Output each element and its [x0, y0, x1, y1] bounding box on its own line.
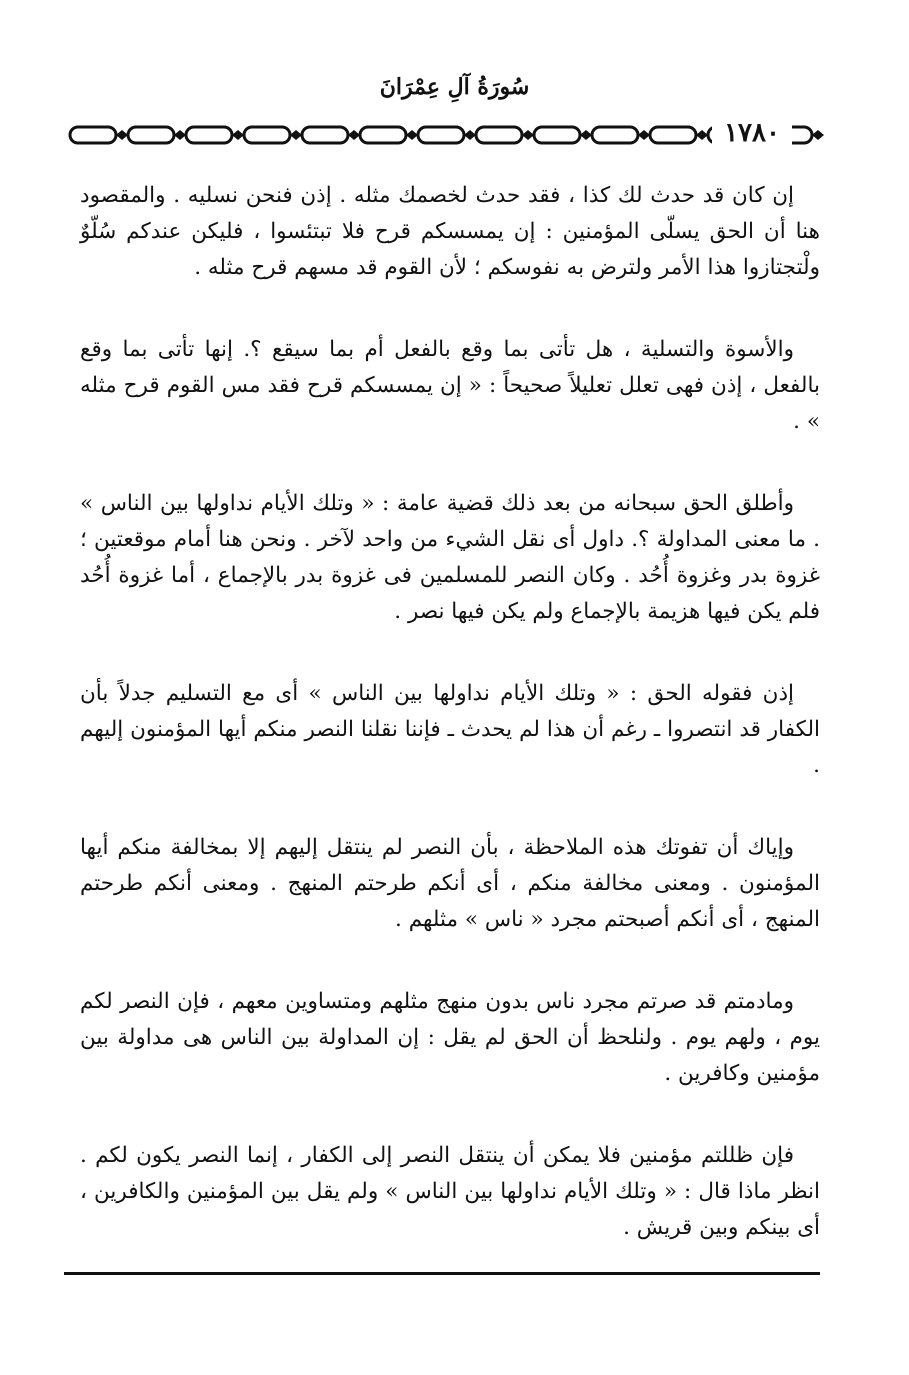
- chain-link: [302, 127, 348, 143]
- chain-diamond: [406, 130, 418, 140]
- chain-diamond: [464, 130, 476, 140]
- chain-link: [186, 127, 232, 143]
- surah-title: سُورَةُ آلِ عِمْرَانَ: [379, 74, 530, 100]
- chain-link: [534, 127, 580, 143]
- chain-diamond: [174, 130, 186, 140]
- chain-link: [650, 127, 696, 143]
- chain-diamond: [580, 130, 592, 140]
- paragraph: وإياك أن تفوتك هذه الملاحظة ، بأن النصر لم ينتقل إليهم إلا بمخالفة منكم أيها المؤمنون . ومعنى مخالفة منكم ، أى أنكم طرحتم المنهج . ومعنى أنكم طرحتم المنهج ، أى أنكم أصبحتم مجرد « ناس » مثلهم .: [80, 835, 820, 932]
- page-number: ١٧٨٠: [712, 118, 792, 148]
- chain-link: [244, 127, 290, 143]
- chain-diamond: [290, 130, 302, 140]
- chain-diamond: [348, 130, 360, 140]
- chain-link: [476, 127, 522, 143]
- chain-diamond: [638, 130, 650, 140]
- paragraph: فإن ظللتم مؤمنين فلا يمكن أن ينتقل النصر إلى الكفار ، إنما النصر يكون لكم . انظر ماذا قال : « وتلك الأيام نداولها بين الناس » ولم يقل بين المؤمنين والكافرين ، أى بينكم وبين قريش .: [80, 1143, 820, 1240]
- chain-link: [592, 127, 638, 143]
- chain-diamond: [812, 130, 824, 140]
- chain-diamond: [696, 130, 708, 140]
- paragraph: إن كان قد حدث لك كذا ، فقد حدث لخصمك مثله . إذن فنحن نسليه . والمقصود هنا أن الحق يسلّى المؤمنين : إن يمسسكم قرح فلا تبتئسوا ، فليكن عندكم سُلّوٌ ولْتجتازوا هذا الأمر ولترض به نفوسكم ؛ لأن القوم قد مسهم قرح مثله .: [80, 183, 820, 280]
- paragraph: إذن فقوله الحق : « وتلك الأيام نداولها بين الناس » أى مع التسليم جدلاً بأن الكفار قد انتصروا ـ رغم أن هذا لم يحدث ـ فإننا نقلنا النصر منكم أيها المؤمنون إليهم .: [80, 681, 820, 778]
- chain-link: [360, 127, 406, 143]
- footer-divider: [64, 1272, 820, 1275]
- paragraph: والأسوة والتسلية ، هل تأتى بما وقع بالفعل أم بما سيقع ؟. إنها تأتى بما وقع بالفعل ، إذن فهى تعلل تعليلاً صحيحاً : « إن يمسسكم قرح فقد مس القوم قرح مثله » .: [80, 337, 820, 434]
- chain-link: [128, 127, 174, 143]
- chain-diamond: [522, 130, 534, 140]
- chain-diamond: [232, 130, 244, 140]
- chain-link: [418, 127, 464, 143]
- chain-diamond: [116, 130, 128, 140]
- paragraph: ومادمتم قد صرتم مجرد ناس بدون منهج مثلهم ومتساوين معهم ، فإن النصر لكم يوم ، ولهم يوم . ولنلحظ أن الحق لم يقل : إن المداولة بين الناس هى مداولة بين مؤمنين وكافرين .: [80, 989, 820, 1086]
- paragraph: وأطلق الحق سبحانه من بعد ذلك قضية عامة : « وتلك الأيام نداولها بين الناس » . ما معنى المداولة ؟. داول أى نقل الشيء من واحد لآخر . ونحن هنا أمام موقعتين ؛ غزوة بدر وغزوة أُحُد . وكان النصر للمسلمين فى غزوة بدر بالإجماع ، أما غزوة أُحُد فلم يكن فيها هزيمة بالإجماع ولم يكن فيها نصر .: [80, 491, 820, 624]
- chain-link: [70, 127, 116, 143]
- page-body: [80, 178, 820, 1292]
